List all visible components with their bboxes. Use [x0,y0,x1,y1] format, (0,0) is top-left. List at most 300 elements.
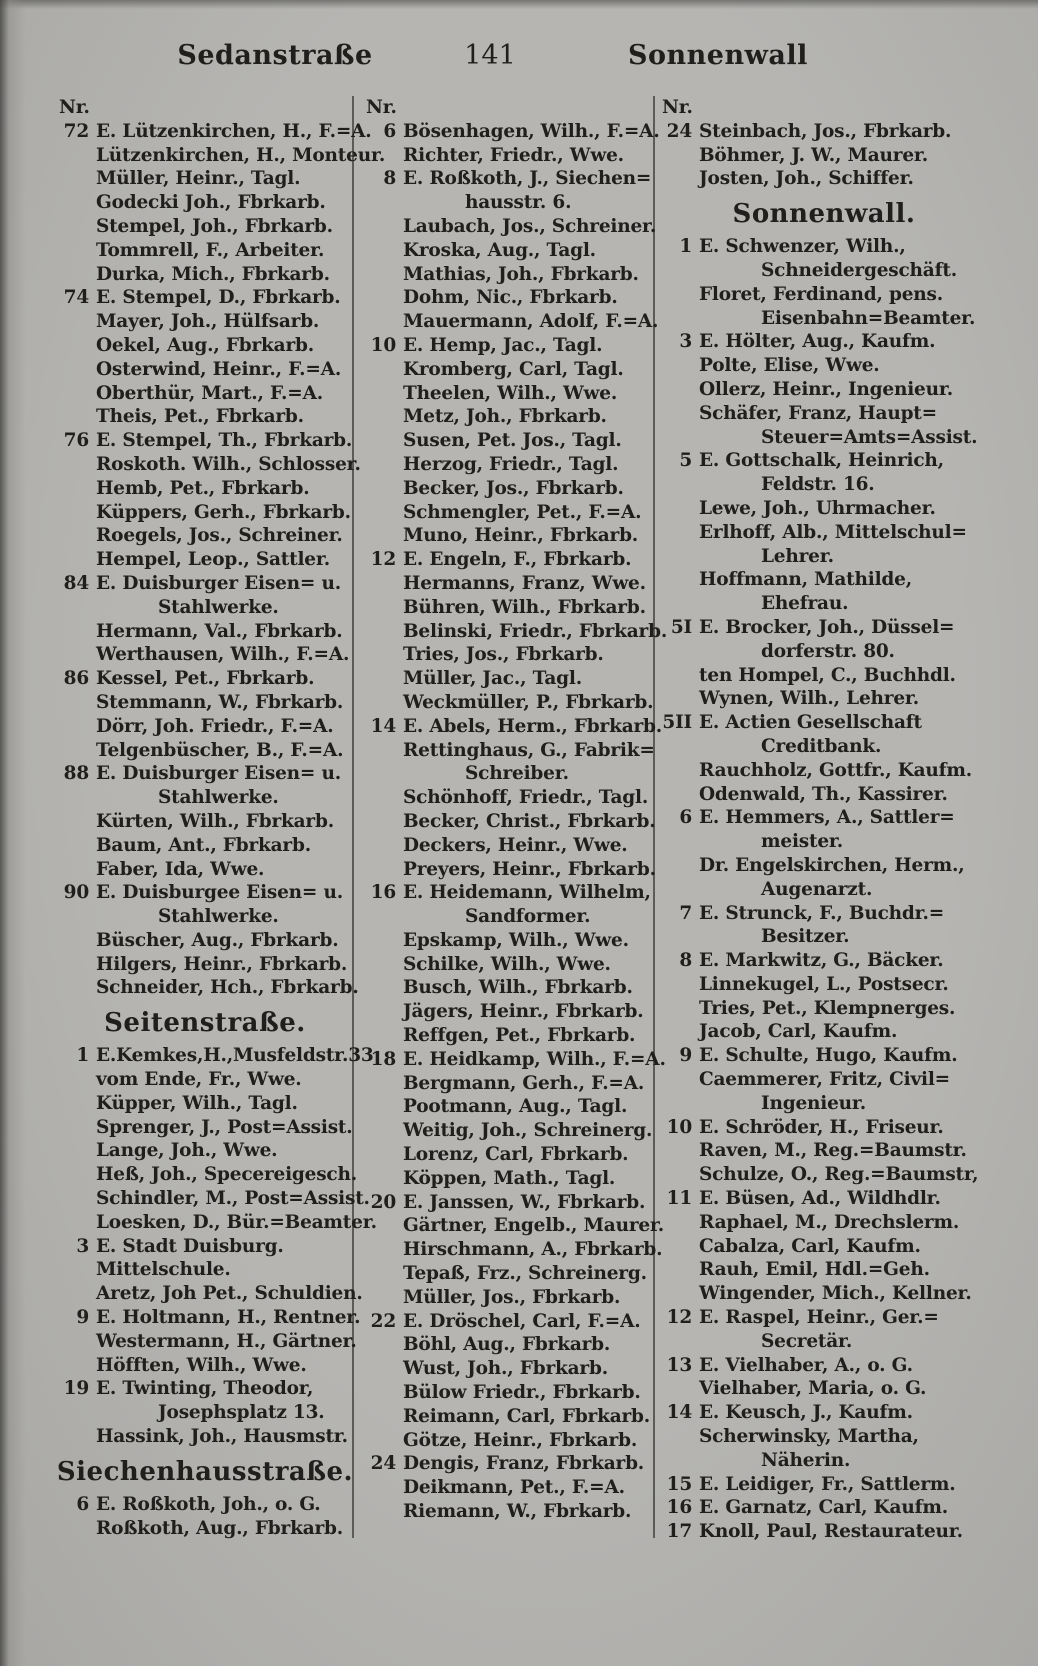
house-number: 13 [666,1354,692,1376]
directory-line [55,1139,355,1163]
entry-text: Richter, Friedr., Wwe. [403,144,624,166]
entry-text: Hirschmann, A., Fbrkarb. [403,1239,663,1261]
entry-text: E. Heidkamp, Wilh., F.=A. [403,1048,666,1070]
directory-line [362,691,654,715]
directory-line [55,834,355,858]
entry-text: Becker, Christ., Fbrkarb. [403,810,656,832]
directory-line [55,643,355,667]
directory-line [55,572,355,596]
entry-text: Küpper, Wilh., Tagl. [96,1092,298,1114]
directory-line [362,263,649,287]
directory-line [55,1044,374,1068]
street-heading: Sonnenwall. [732,199,916,230]
directory-line [55,1330,355,1354]
entry-text: Baum, Ant., Fbrkarb. [96,834,311,856]
entry-text: Böhmer, J. W., Maurer. [699,144,928,166]
entry-text: Faber, Ida, Wwe. [96,858,265,880]
entry-text: Secretär. [761,1330,853,1352]
directory-line [658,640,990,664]
directory-line [658,973,990,997]
entry-text: Mathias, Joh., Fbrkarb. [403,263,639,285]
directory-line [658,1044,990,1068]
directory-line [55,667,355,691]
entry-text: E. Stempel, Th., Fbrkarb. [96,430,353,452]
directory-line [55,501,355,525]
directory-line [55,144,386,168]
entry-text: E. Strunck, F., Buchdr.= [699,902,945,924]
directory-line [55,286,355,310]
directory-line [658,283,990,307]
directory-line [55,405,355,429]
entry-text: Oekel, Aug., Fbrkarb. [96,334,314,356]
house-number: 5 [679,450,692,472]
entry-text: E. Schwenzer, Wilh., [699,236,906,258]
directory-line [658,1425,990,1449]
house-number: 18 [370,1048,396,1070]
entry-text: Weckmüller, P., Fbrkarb. [403,691,654,713]
directory-line [55,429,355,453]
directory-line [55,810,355,834]
directory-line [55,524,355,548]
entry-text: Cabalza, Carl, Kaufm. [699,1235,921,1257]
entry-text: Näherin. [761,1449,851,1471]
directory-line [658,545,990,569]
entry-text: Wingender, Mich., Kellner. [699,1283,972,1305]
entry-text: E. Schröder, H., Friseur. [699,1116,944,1138]
directory-line [658,1211,990,1235]
house-number: 6 [679,807,692,829]
entry-text: Knoll, Paul, Restaurateur. [699,1521,963,1543]
directory-line [55,1092,355,1116]
house-number: 8 [679,950,692,972]
entry-text: Wust, Joh., Fbrkarb. [403,1358,608,1380]
house-number: 3 [679,331,692,353]
directory-line [658,925,990,949]
directory-line [55,1306,361,1330]
directory-line [362,1381,649,1405]
entry-text: Hassink, Joh., Hausmstr. [96,1426,348,1448]
entry-text: Mayer, Joh., Hülfsarb. [96,311,320,333]
entry-text: Lange, Joh., Wwe. [96,1140,278,1162]
directory-line [362,929,649,953]
house-number: 1 [679,236,692,258]
entry-text: Creditbank. [761,735,882,757]
entry-text: E. Lützenkirchen, H., F.=A. [96,120,372,142]
directory-line [658,1282,990,1306]
entry-text: Schreiber. [465,763,569,785]
directory-column-3 [658,96,990,1544]
entry-text: Bergmann, Gerh., F.=A. [403,1072,645,1094]
entry-text: Josephsplatz 13. [158,1402,325,1424]
directory-line [658,1258,990,1282]
house-number: 5I [670,616,692,638]
entry-text: Vielhaber, Maria, o. G. [699,1378,927,1400]
entry-text: Schmengler, Pet., F.=A. [403,501,642,523]
entry-text: vom Ende, Fr., Wwe. [96,1069,302,1091]
entry-text: Stahlwerke. [158,596,279,618]
entry-text: E. Schulte, Hugo, Kaufm. [699,1045,958,1067]
directory-line [658,568,990,592]
directory-line [55,858,355,882]
entry-text: Stemmann, W., Fbrkarb. [96,691,344,713]
house-number: 88 [63,763,89,785]
directory-line [55,1401,355,1425]
entry-text: Feldstr. 16. [761,474,875,496]
house-number: 24 [370,1453,396,1475]
directory-line [658,473,990,497]
house-number: 10 [370,334,396,356]
house-number: 17 [666,1521,692,1543]
entry-text: Ingenieur. [761,1092,866,1114]
house-number: 15 [666,1473,692,1495]
house-number: 8 [383,168,396,190]
directory-line [55,310,355,334]
directory-line [55,1235,355,1259]
entry-text: Schulze, O., Reg.=Baumstr, [699,1164,979,1186]
entry-text: E. Engeln, F., Fbrkarb. [403,549,632,571]
house-number: 22 [370,1310,396,1332]
entry-text: Telgenbüscher, B., F.=A. [96,739,344,761]
entry-text: Bösenhagen, Wilh., F.=A. [403,120,660,142]
entry-text: Besitzer. [761,926,850,948]
directory-line [55,382,355,406]
directory-line [658,1163,990,1187]
directory-line [55,1425,355,1449]
directory-line [362,358,649,382]
entry-text: E. Garnatz, Carl, Kaufm. [699,1497,948,1519]
house-number: 72 [63,120,89,142]
entry-text: Josten, Joh., Schiffer. [699,168,914,190]
header-street-right: Sonnenwall [628,40,808,71]
directory-line [55,191,355,215]
entry-text: Gärtner, Engelb., Maurer. [403,1215,665,1237]
directory-line [55,215,355,239]
entry-text: E. Stempel, D., Fbrkarb. [96,287,341,309]
directory-line [362,953,649,977]
directory-line [362,453,649,477]
entry-text: Deckers, Heinr., Wwe. [403,834,628,856]
directory-line [55,691,355,715]
entry-text: Büscher, Aug., Fbrkarb. [96,929,339,951]
entry-text: Jägers, Heinr., Fbrkarb. [403,1001,644,1023]
entry-text: Augenarzt. [761,878,873,900]
entry-text: Becker, Jos., Fbrkarb. [403,477,624,499]
entry-text: Westermann, H., Gärtner. [96,1330,357,1352]
entry-text: Hoffmann, Mathilde, [699,569,912,591]
entry-text: E. Janssen, W., Fbrkarb. [403,1191,646,1213]
directory-line [658,711,990,735]
directory-line [658,1092,990,1116]
entry-text: Rauchholz, Gottfr., Kaufm. [699,759,973,781]
entry-text: E. Abels, Herm., Fbrkarb. [403,715,663,737]
directory-line [362,120,660,144]
entry-text: Metz, Joh., Fbrkarb. [403,406,607,428]
directory-line [362,620,668,644]
entry-text: E. Duisburgee Eisen= u. [96,882,343,904]
directory-line [55,548,355,572]
entry-text: Bühren, Wilh., Fbrkarb. [403,596,646,618]
directory-line [362,1262,649,1286]
entry-text: Riemann, W., Fbrkarb. [403,1501,632,1523]
entry-text: Kroska, Aug., Tagl. [403,239,596,261]
directory-line [55,1282,363,1306]
street-heading: Seitenstraße. [104,1008,306,1039]
entry-text: Tries, Pet., Klempnerges. [699,997,956,1019]
house-number: 11 [666,1188,692,1210]
directory-line [55,1187,370,1211]
directory-line [658,830,990,854]
directory-line [362,167,652,191]
page-number: 141 [464,40,516,71]
directory-line [362,501,649,525]
directory-line [362,1405,649,1429]
directory-line [362,596,649,620]
entry-text: Küppers, Gerh., Fbrkarb. [96,501,351,523]
directory-line [658,854,990,878]
entry-text: Belinski, Friedr., Fbrkarb. [403,620,668,642]
entry-text: Wynen, Wilh., Lehrer. [699,688,919,710]
entry-text: Laubach, Jos., Schreiner. [403,215,657,237]
directory-line [362,1452,649,1476]
directory-line [362,858,656,882]
directory-line [658,1306,990,1330]
directory-line [55,1258,355,1282]
directory-line [658,949,990,973]
entry-text: E. Vielhaber, A., o. G. [699,1354,913,1376]
house-number: 90 [63,882,89,904]
house-number: 12 [666,1307,692,1329]
street-heading: Siechenhausstraße. [56,1456,354,1487]
house-number: 10 [666,1116,692,1138]
entry-text: Schäfer, Franz, Haupt= [699,402,937,424]
entry-text: Epskamp, Wilh., Wwe. [403,929,629,951]
house-number: 9 [76,1307,89,1329]
entry-text: Schilke, Wilh., Wwe. [403,953,611,975]
entry-text: Bülow Friedr., Fbrkarb. [403,1382,641,1404]
entry-text: Lehrer. [761,545,834,567]
directory-line [55,620,355,644]
entry-text: dorferstr. 80. [761,640,895,662]
entry-text: Götze, Heinr., Fbrkarb. [403,1429,638,1451]
house-number: 24 [666,120,692,142]
house-number: 6 [383,120,396,142]
directory-line [658,1139,990,1163]
house-number: 19 [63,1378,89,1400]
entry-text: Schneider, Hch., Fbrkarb. [96,977,359,999]
entry-text: Kessel, Pet., Fbrkarb. [96,668,315,690]
directory-line [362,810,656,834]
directory-line [658,521,990,545]
nr-column-label: Nr. [662,97,693,118]
entry-text: Sandformer. [465,906,591,928]
directory-line [658,1377,990,1401]
directory-line [55,715,355,739]
entry-text: Müller, Heinr., Tagl. [96,168,301,190]
entry-text: meister. [761,831,843,853]
entry-text: Steuer=Amts=Assist. [761,426,978,448]
entry-text: Ollerz, Heinr., Ingenieur. [699,378,953,400]
directory-line [362,215,657,239]
entry-text: Höfften, Wilh., Wwe. [96,1354,307,1376]
directory-line [55,1517,355,1541]
house-number: 3 [76,1235,89,1257]
directory-line [55,953,355,977]
directory-line [658,735,990,759]
house-number: 74 [63,287,89,309]
directory-line [658,664,990,688]
directory-line [55,453,361,477]
house-number: 84 [63,572,89,594]
directory-line [658,235,990,259]
entry-text: Herzog, Friedr., Tagl. [403,453,619,475]
entry-text: E. Dröschel, Carl, F.=A. [403,1310,641,1332]
directory-line [362,1500,649,1524]
nr-column-label: Nr. [59,97,90,118]
directory-line [658,616,990,640]
directory-line [362,1048,666,1072]
directory-line [658,120,990,144]
directory-line [362,715,663,739]
directory-line [362,1072,649,1096]
entry-text: E. Gottschalk, Heinrich, [699,450,944,472]
entry-text: hausstr. 6. [465,192,572,214]
entry-text: Roßkoth, Aug., Fbrkarb. [96,1517,344,1539]
directory-line [658,449,990,473]
entry-text: Lützenkirchen, H., Monteur. [96,144,386,166]
directory-line [55,1163,355,1187]
entry-text: Pootmann, Aug., Tagl. [403,1096,628,1118]
entry-text: Hempel, Leop., Sattler. [96,549,330,571]
entry-text: Werthausen, Wilh., F.=A. [96,644,350,666]
house-number: 12 [370,549,396,571]
entry-text: Godecki Joh., Fbrkarb. [96,192,326,214]
nr-column-label: Nr. [366,97,397,118]
directory-line [55,1068,355,1092]
entry-text: Susen, Pet. Jos., Tagl. [403,430,622,452]
directory-line [658,1449,990,1473]
entry-text: Scherwinsky, Martha, [699,1426,919,1448]
entry-text: Polte, Elise, Wwe. [699,355,880,377]
house-number: 16 [666,1497,692,1519]
entry-text: Stahlwerke. [158,906,279,928]
directory-line [362,905,649,929]
directory-line [362,144,649,168]
directory-line [658,759,990,783]
directory-line [658,1187,990,1211]
directory-line [658,902,990,926]
entry-text: Rauh, Emil, Hdl.=Geh. [699,1259,930,1281]
entry-text: Aretz, Joh Pet., Schuldien. [96,1283,363,1305]
entry-text: ten Hompel, C., Buchhdl. [699,664,956,686]
directory-line [362,429,649,453]
directory-line [55,167,355,191]
entry-text: Steinbach, Jos., Fbrkarb. [699,120,952,142]
directory-line [658,1020,990,1044]
entry-text: Loesken, D., Bür.=Beamter. [96,1211,377,1233]
directory-line [362,191,649,215]
house-number: 14 [370,715,396,737]
directory-line [362,286,649,310]
directory-line [362,548,649,572]
directory-line [362,786,649,810]
directory-line [362,976,649,1000]
entry-text: E. Büsen, Ad., Wildhdlr. [699,1188,941,1210]
entry-text: Caemmerer, Fritz, Civil= [699,1069,950,1091]
directory-line [658,878,990,902]
directory-line [362,405,649,429]
entry-text: Mittelschule. [96,1259,231,1281]
entry-text: Erlhoff, Alb., Mittelschul= [699,521,967,543]
entry-text: Roegels, Jos., Schreiner. [96,525,343,547]
entry-text: E. Roßkoth, Joh., o. G. [96,1493,321,1515]
directory-line [658,1401,990,1425]
directory-line [362,1310,649,1334]
entry-text: Schindler, M., Post=Assist. [96,1188,370,1210]
entry-text: Mauermann, Adolf, F.=A. [403,311,659,333]
directory-line [658,1068,990,1092]
directory-line [658,1116,990,1140]
directory-line [362,1143,649,1167]
entry-text: E. Duisburger Eisen= u. [96,572,341,594]
directory-line [362,310,659,334]
entry-text: Sprenger, J., Post=Assist. [96,1116,353,1138]
entry-text: E. Leidiger, Fr., Sattlerm. [699,1473,956,1495]
directory-line [658,687,990,711]
directory-line [362,239,649,263]
entry-text: E. Heidemann, Wilhelm, [403,882,651,904]
directory-line [362,1429,649,1453]
directory-line [362,1167,649,1191]
entry-text: Köppen, Math., Tagl. [403,1167,616,1189]
directory-line [55,786,355,810]
entry-text: E. Hemmers, A., Sattler= [699,807,955,829]
entry-text: Hilgers, Heinr., Fbrkarb. [96,953,348,975]
house-number: 14 [666,1402,692,1424]
entry-text: E. Markwitz, G., Bäcker. [699,950,944,972]
entry-text: Preyers, Heinr., Fbrkarb. [403,858,656,880]
entry-text: Raven, M., Reg.=Baumstr. [699,1140,967,1162]
directory-line [55,1354,355,1378]
entry-text: Deikmann, Pet., F.=A. [403,1477,625,1499]
entry-text: E. Brocker, Joh., Düssel= [699,616,955,638]
directory-line [55,1211,377,1235]
directory-line [362,1238,663,1262]
directory-line [658,307,990,331]
directory-line [658,1473,990,1497]
entry-text: Weitig, Joh., Schreinerg. [403,1120,653,1142]
house-number: 5II [662,712,692,734]
entry-text: E. Twinting, Theodor, [96,1378,314,1400]
entry-text: Müller, Jos., Fbrkarb. [403,1286,621,1308]
directory-line [362,1119,653,1143]
directory-line [362,667,649,691]
entry-text: E. Duisburger Eisen= u. [96,763,341,785]
directory-line [658,783,990,807]
directory-line [658,259,990,283]
directory-line [55,477,355,501]
directory-line [658,426,990,450]
directory-line [55,263,355,287]
entry-text: Dengis, Franz, Fbrkarb. [403,1453,645,1475]
entry-text: Theis, Pet., Fbrkarb. [96,406,304,428]
directory-line [55,239,355,263]
directory-line [362,1191,649,1215]
entry-text: E. Holtmann, H., Rentner. [96,1307,361,1329]
entry-text: E. Hemp, Jac., Tagl. [403,334,603,356]
directory-line [55,976,359,1000]
entry-text: Schneidergeschäft. [761,259,957,281]
directory-line [362,643,649,667]
